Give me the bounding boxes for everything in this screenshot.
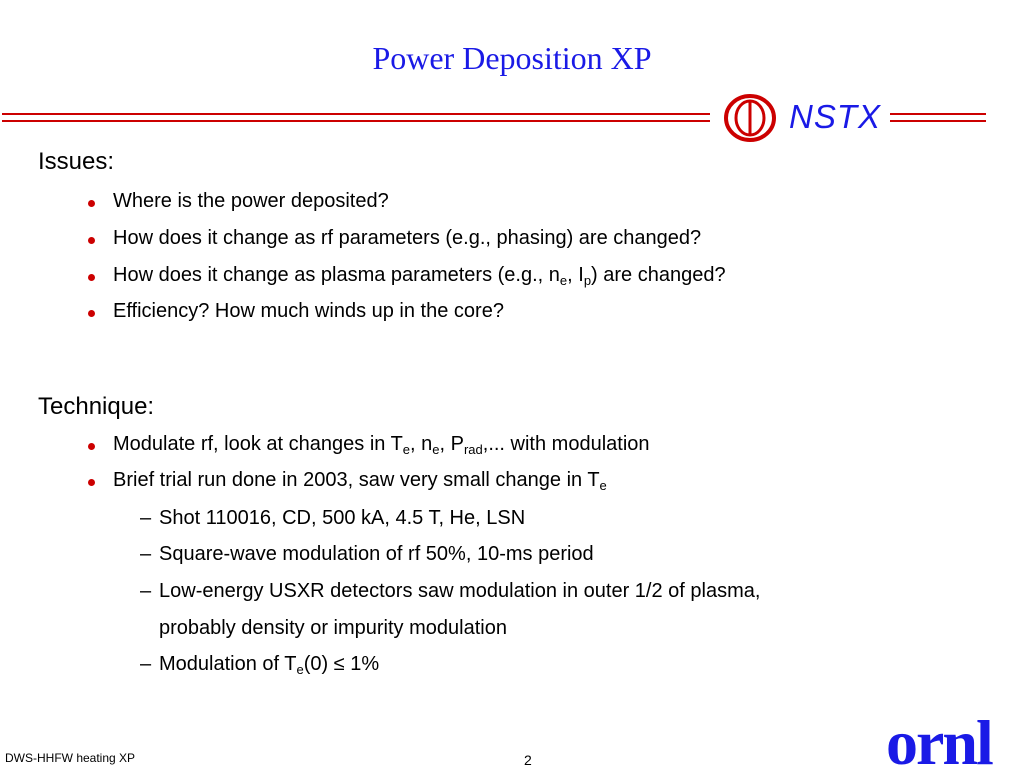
ornl-logo-icon <box>886 710 1022 768</box>
issues-bullet-1: Where is the power deposited? <box>88 190 389 213</box>
page-number: 2 <box>524 752 532 768</box>
subitem-1: – Shot 110016, CD, 500 kA, 4.5 T, He, LSN <box>140 507 526 529</box>
issues-bullet-3: How does it change as plasma parameters (e.g., $n_e$, $I_p$) are changed? <box>88 264 726 288</box>
issues-heading: Issues: <box>38 148 115 175</box>
technique-bullet-2: Brief trial run done in 2003, saw very small change in $T_e$ <box>88 469 607 493</box>
slide-title: Power Deposition XP <box>372 40 652 76</box>
subitem-3-continuation: probably density or impurity modulation <box>159 617 507 639</box>
footer-presentation-name: DWS-HHFW heating XP <box>5 751 136 765</box>
header-rule-right <box>890 112 990 126</box>
subitem-2: – Square-wave modulation of rf 50%, 10-ms period <box>140 543 594 565</box>
nstx-logo-text: NSTX <box>789 98 882 135</box>
ornl-logo-text: ornl <box>886 710 992 768</box>
subitem-3: – Low-energy USXR detectors saw modulation in outer 1/2 of plasma, <box>140 580 761 602</box>
nstx-logo-icon <box>722 92 782 144</box>
technique-bullet-1: Modulate rf, look at changes in $T_e$, $n_e$, $P_{rad}$,... with modulation <box>88 433 650 457</box>
issues-bullet-2: How does it change as rf parameters (e.g., phasing) are changed? <box>88 227 701 250</box>
subitem-4: – Modulation of $T_e(0) \le 1\%$ <box>140 653 380 677</box>
technique-heading: Technique: <box>38 393 155 420</box>
issues-bullet-4: Efficiency? How much winds up in the core? <box>88 300 504 323</box>
header-rule-left <box>2 112 712 126</box>
